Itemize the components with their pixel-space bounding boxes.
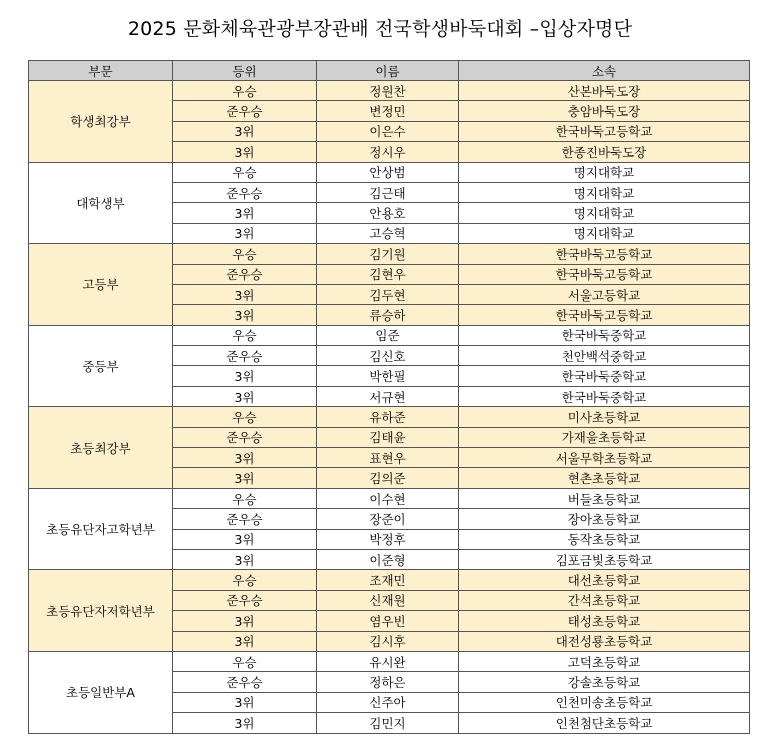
header-name: 이름 bbox=[317, 61, 459, 81]
table-row bbox=[29, 570, 750, 590]
rank-cell: 3위 bbox=[173, 692, 317, 712]
name-cell: 이수현 bbox=[317, 488, 459, 508]
rank-cell: 준우승 bbox=[173, 427, 317, 447]
name-cell: 표현우 bbox=[317, 448, 459, 468]
division-cell: 중등부 bbox=[29, 325, 173, 407]
affiliation-cell: 동작초등학교 bbox=[459, 529, 750, 549]
rank-cell: 3위 bbox=[173, 713, 317, 733]
affiliation-cell: 한국바둑중학교 bbox=[459, 366, 750, 386]
rank-cell: 우승 bbox=[173, 407, 317, 427]
name-cell: 신재원 bbox=[317, 590, 459, 610]
division-cell: 초등최강부 bbox=[29, 407, 173, 489]
division-cell: 초등일반부A bbox=[29, 651, 173, 733]
affiliation-cell: 미사초등학교 bbox=[459, 407, 750, 427]
division-cell: 대학생부 bbox=[29, 162, 173, 244]
rank-cell: 3위 bbox=[173, 305, 317, 325]
rank-cell: 우승 bbox=[173, 651, 317, 671]
name-cell: 염우빈 bbox=[317, 611, 459, 631]
name-cell: 이은수 bbox=[317, 121, 459, 141]
rank-cell: 준우승 bbox=[173, 346, 317, 366]
rank-cell: 준우승 bbox=[173, 182, 317, 202]
name-cell: 유하준 bbox=[317, 407, 459, 427]
affiliation-cell: 충암바둑도장 bbox=[459, 101, 750, 121]
rank-cell: 우승 bbox=[173, 244, 317, 264]
rank-cell: 준우승 bbox=[173, 101, 317, 121]
affiliation-cell: 명지대학교 bbox=[459, 162, 750, 182]
affiliation-cell: 천안백석중학교 bbox=[459, 346, 750, 366]
name-cell: 안용호 bbox=[317, 203, 459, 223]
name-cell: 안상범 bbox=[317, 162, 459, 182]
rank-cell: 3위 bbox=[173, 121, 317, 141]
affiliation-cell: 인천미송초등학교 bbox=[459, 692, 750, 712]
rank-cell: 3위 bbox=[173, 631, 317, 651]
rank-cell: 3위 bbox=[173, 386, 317, 406]
rank-cell: 우승 bbox=[173, 81, 317, 101]
rank-cell: 준우승 bbox=[173, 264, 317, 284]
table-row bbox=[29, 325, 750, 345]
affiliation-cell: 장아초등학교 bbox=[459, 509, 750, 529]
name-cell: 고승혁 bbox=[317, 223, 459, 243]
name-cell: 이준형 bbox=[317, 549, 459, 569]
division-cell: 초등유단자고학년부 bbox=[29, 488, 173, 570]
name-cell: 유시완 bbox=[317, 651, 459, 671]
affiliation-cell: 한국바둑고등학교 bbox=[459, 121, 750, 141]
affiliation-cell: 한국바둑중학교 bbox=[459, 325, 750, 345]
rank-cell: 준우승 bbox=[173, 590, 317, 610]
affiliation-cell: 강솔초등학교 bbox=[459, 672, 750, 692]
name-cell: 김의준 bbox=[317, 468, 459, 488]
name-cell: 김기원 bbox=[317, 244, 459, 264]
rank-cell: 우승 bbox=[173, 488, 317, 508]
affiliation-cell: 한국바둑고등학교 bbox=[459, 244, 750, 264]
rank-cell: 3위 bbox=[173, 203, 317, 223]
rank-cell: 3위 bbox=[173, 611, 317, 631]
name-cell: 임준 bbox=[317, 325, 459, 345]
affiliation-cell: 가재울초등학교 bbox=[459, 427, 750, 447]
affiliation-cell: 산본바둑도장 bbox=[459, 81, 750, 101]
division-cell: 초등유단자저학년부 bbox=[29, 570, 173, 652]
rank-cell: 3위 bbox=[173, 142, 317, 162]
header-division: 부문 bbox=[29, 61, 173, 81]
name-cell: 김두현 bbox=[317, 284, 459, 304]
name-cell: 신주아 bbox=[317, 692, 459, 712]
rank-cell: 3위 bbox=[173, 549, 317, 569]
affiliation-cell: 명지대학교 bbox=[459, 223, 750, 243]
name-cell: 박정후 bbox=[317, 529, 459, 549]
name-cell: 김신호 bbox=[317, 346, 459, 366]
affiliation-cell: 버들초등학교 bbox=[459, 488, 750, 508]
table-header-row bbox=[29, 61, 750, 81]
affiliation-cell: 인천첨단초등학교 bbox=[459, 713, 750, 733]
affiliation-cell: 명지대학교 bbox=[459, 182, 750, 202]
table-row bbox=[29, 244, 750, 264]
table-row bbox=[29, 162, 750, 182]
rank-cell: 3위 bbox=[173, 284, 317, 304]
name-cell: 정원찬 bbox=[317, 81, 459, 101]
name-cell: 김민지 bbox=[317, 713, 459, 733]
rank-cell: 우승 bbox=[173, 570, 317, 590]
name-cell: 김시후 bbox=[317, 631, 459, 651]
rank-cell: 준우승 bbox=[173, 672, 317, 692]
rank-cell: 준우승 bbox=[173, 509, 317, 529]
name-cell: 변정민 bbox=[317, 101, 459, 121]
name-cell: 정시우 bbox=[317, 142, 459, 162]
affiliation-cell: 한종진바둑도장 bbox=[459, 142, 750, 162]
winners-table bbox=[28, 60, 750, 734]
rank-cell: 우승 bbox=[173, 325, 317, 345]
affiliation-cell: 고덕초등학교 bbox=[459, 651, 750, 671]
rank-cell: 3위 bbox=[173, 223, 317, 243]
page-title: 2025 문화체육관광부장관배 전국학생바둑대회 –입상자명단 bbox=[127, 18, 633, 40]
name-cell: 조재민 bbox=[317, 570, 459, 590]
table-body bbox=[29, 81, 750, 734]
name-cell: 김현우 bbox=[317, 264, 459, 284]
name-cell: 서규현 bbox=[317, 386, 459, 406]
affiliation-cell: 현촌초등학교 bbox=[459, 468, 750, 488]
affiliation-cell: 대전성룡초등학교 bbox=[459, 631, 750, 651]
rank-cell: 3위 bbox=[173, 468, 317, 488]
table-row bbox=[29, 488, 750, 508]
affiliation-cell: 김포금빛초등학교 bbox=[459, 549, 750, 569]
affiliation-cell: 대선초등학교 bbox=[459, 570, 750, 590]
affiliation-cell: 한국바둑중학교 bbox=[459, 386, 750, 406]
affiliation-cell: 간석초등학교 bbox=[459, 590, 750, 610]
name-cell: 박한필 bbox=[317, 366, 459, 386]
affiliation-cell: 서울고등학교 bbox=[459, 284, 750, 304]
table-row bbox=[29, 651, 750, 671]
rank-cell: 우승 bbox=[173, 162, 317, 182]
affiliation-cell: 명지대학교 bbox=[459, 203, 750, 223]
name-cell: 류승하 bbox=[317, 305, 459, 325]
affiliation-cell: 한국바둑고등학교 bbox=[459, 264, 750, 284]
name-cell: 김근태 bbox=[317, 182, 459, 202]
name-cell: 김태윤 bbox=[317, 427, 459, 447]
header-affiliation: 소속 bbox=[459, 61, 750, 81]
rank-cell: 3위 bbox=[173, 448, 317, 468]
division-cell: 고등부 bbox=[29, 244, 173, 326]
header-rank: 등위 bbox=[173, 61, 317, 81]
division-cell: 학생최강부 bbox=[29, 81, 173, 163]
name-cell: 정하은 bbox=[317, 672, 459, 692]
affiliation-cell: 한국바둑고등학교 bbox=[459, 305, 750, 325]
rank-cell: 3위 bbox=[173, 529, 317, 549]
table-row bbox=[29, 81, 750, 101]
affiliation-cell: 서울무학초등학교 bbox=[459, 448, 750, 468]
affiliation-cell: 태성초등학교 bbox=[459, 611, 750, 631]
name-cell: 장준이 bbox=[317, 509, 459, 529]
rank-cell: 3위 bbox=[173, 366, 317, 386]
table-row bbox=[29, 407, 750, 427]
